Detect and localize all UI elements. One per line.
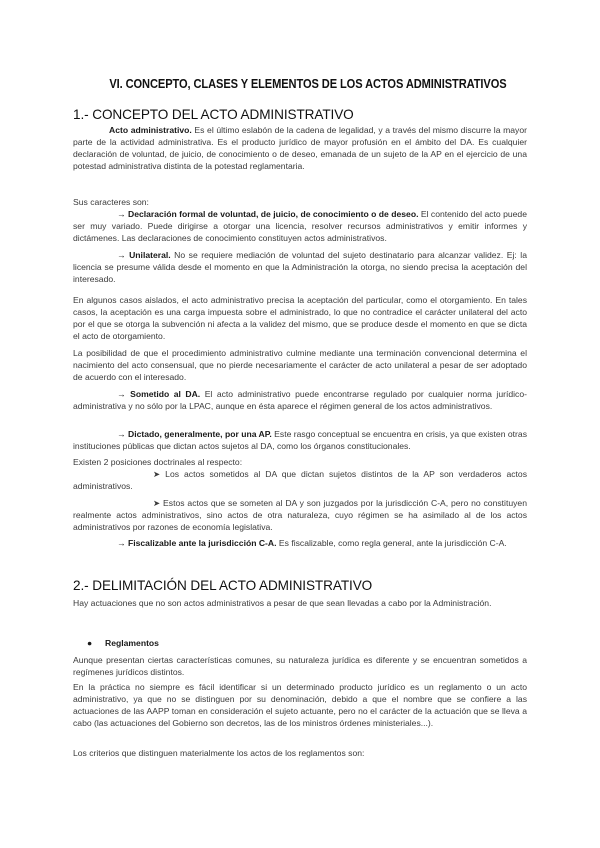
paragraph-caracter-fiscalizable: → Fiscalizable ante la jurisdicción C-A. Es fiscalizable, como regla general, ante la jurisdicción C-A. [117,538,507,548]
paragraph-posicion-2: ➤ Estos actos que se someten al DA y son juzgados por la jurisdicción C-A, pero no constituyen realmente actos administrativos, sino actos de otra naturaleza, cuyo régimen se ha asimilado al de los actos administrativos por razones de economía legislativa. [73,498,527,532]
bullet-reglamentos: ● Reglamentos [87,638,159,648]
term-declaracion: → Declaración formal de voluntad, de juicio, de conocimiento o de deseo. [117,209,419,219]
paragraph-caracter-unilateral: → Unilateral. No se requiere mediación de voluntad del sujeto destinatario para alcanzar validez. Ej: la licencia se presume válida desde el momento en que la Administración la otorga, no siendo precisa la aceptación del interesado. [73,250,527,284]
paragraph-aceptacion: En algunos casos aislados, el acto administrativo precisa la aceptación del particular, como el otorgamiento. En tales casos, la aceptación es una carga impuesta sobre el administrado, lo que no contradice el carácter unilateral del acto por el que se otorga la subvención ni afecta a la validez del mismo, que se produce desde el momento en que se dicta el acto de otorgamiento. [73,295,527,341]
section-2-heading: 2.- DELIMITACIÓN DEL ACTO ADMINISTRATIVO [73,578,373,593]
paragraph-caracter-sometido: → Sometido al DA. El acto administrativo puede encontrarse regulado por cualquier norma jurídico-administrativa y no sólo por la LPAC, aunque en ésta aparece el régimen general de los actos administrativos. [73,389,527,411]
paragraph-criterios: Los criterios que distinguen materialmente los actos de los reglamentos son: [73,748,365,758]
paragraph-acto-consensual: La posibilidad de que el procedimiento administrativo culmine mediante una terminación convencional determina el nacimiento del acto consensual, que no pierde necesariamente el carácter de acto unilateral a pesar de ser adoptado de acuerdo con el interesado. [73,348,527,382]
paragraph-caracter-dictado: → Dictado, generalmente, por una AP. Este rasgo conceptual se encuentra en crisis, ya que existen otras instituciones públicas que dictan actos sujetos al DA, como los órganos constitucionales. [73,429,527,451]
document-title: VI. CONCEPTO, CLASES Y ELEMENTOS DE LOS ACTOS ADMINISTRATIVOS [109,76,507,91]
term-unilateral: → Unilateral. [117,250,171,260]
term-sometido: → Sometido al DA. [117,389,201,399]
paragraph-actuaciones: Hay actuaciones que no son actos administrativos a pesar de que sean llevadas a cabo por la Administración. [73,598,492,608]
paragraph-posiciones: Existen 2 posiciones doctrinales al respecto: [73,457,243,467]
term-dictado: → Dictado, generalmente, por una AP. [117,429,272,439]
paragraph-posicion-1: ➤ Los actos sometidos al DA que dictan sujetos distintos de la AP son verdaderos actos administrativos. [73,469,527,491]
paragraph-naturaleza: Aunque presentan ciertas características comunes, su naturaleza jurídica es diferente y se encuentran sometidos a regímenes jurídicos distintos. [73,655,527,677]
paragraph-practica: En la práctica no siempre es fácil identificar si un determinado producto jurídico es un reglamento o un acto administrativo, ya que no se distinguen por su denominación, debido a que el nombre que se confiere a las actuaciones de las AAPP toman en consideración el sujeto actuante, pero no el carácter de la actuación que se lleva a cabo (las actuaciones del Gobierno son decretos, las de los ministros órdenes ministeriales...). [73,682,527,728]
bullet-dot-icon: ● [87,638,93,648]
paragraph-acto-administrativo: Acto administrativo. Es el último eslabón de la cadena de legalidad, y a través del mismo discurre la mayor parte de la actividad administrativa. Es el producto jurídico de mayor profusión en el ámbito del DA. Es cualquier declaración de voluntad, de juicio, de conocimiento o de deseo, emanada de un sujeto de la AP en el ejercicio de una potestad administrativa distinta de la potestad reglamentaria. [73,125,527,171]
term-acto-administrativo: Acto administrativo. [109,125,192,135]
term-fiscalizable: → Fiscalizable ante la jurisdicción C-A. [117,538,277,548]
paragraph-caracter-declaracion: → Declaración formal de voluntad, de juicio, de conocimiento o de deseo. El contenido del acto puede ser muy variado. Puede dirigirse a otorgar una licencia, resolver recursos administrativos y emitir informes y dictámenes. Las declaraciones de conocimiento constituyen actos administrativos. [73,209,527,243]
section-1-heading: 1.- CONCEPTO DEL ACTO ADMINISTRATIVO [73,107,354,122]
paragraph-caracteres: Sus caracteres son: [73,197,149,207]
